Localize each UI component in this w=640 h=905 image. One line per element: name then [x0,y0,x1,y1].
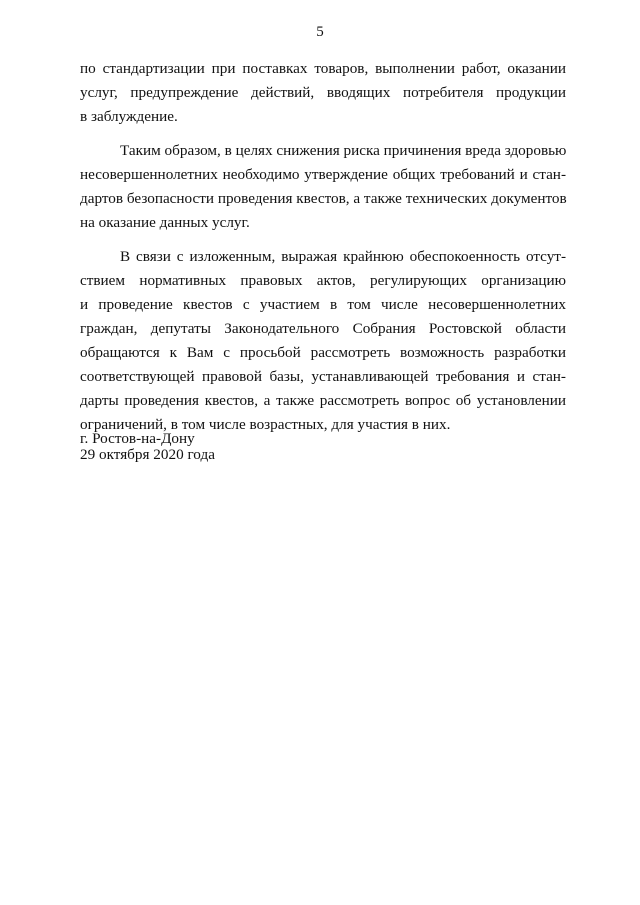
text-line: на оказание данных услуг. [80,214,250,231]
document-body [80,57,566,437]
paragraph-1 [80,57,566,129]
text-line: обращаются к Вам с просьбой рассмотреть возможность разработки [80,344,566,361]
text-line: ограничений, в том числе возрастных, для участия в них. [80,416,451,433]
place-line: г. Ростов-на-Дону [80,430,195,447]
text-line: граждан, депутаты Законодательного Собрания Ростовской области [80,320,566,337]
text-line: В связи с изложенным, выражая крайнюю обеспокоенность отсут- [120,248,566,265]
text-line: ствием нормативных правовых актов, регулирующих организацию [80,272,566,289]
paragraph-3 [80,245,566,437]
text-line: несовершеннолетних необходимо утверждение общих требований и стан- [80,166,566,183]
text-line: и проведение квестов с участием в том числе несовершеннолетних [80,296,566,313]
place-date-block [80,431,215,463]
text-line: дарты проведения квестов, а также рассмотреть вопрос об установлении [80,392,566,409]
text-line: в заблуждение. [80,108,178,125]
text-line: услуг, предупреждение действий, вводящих потребителя продукции [80,84,566,101]
text-line: соответствующей правовой базы, устанавливающей требования и стан- [80,368,566,385]
paragraph-2 [80,139,566,235]
text-line: Таким образом, в целях снижения риска причинения вреда здоровью [120,142,567,159]
page-number: 5 [316,24,324,40]
text-line: по стандартизации при поставках товаров, выполнении работ, оказании [80,60,566,77]
text-line: дартов безопасности проведения квестов, а также технических документов [80,190,567,207]
date-line: 29 октября 2020 года [80,446,215,463]
